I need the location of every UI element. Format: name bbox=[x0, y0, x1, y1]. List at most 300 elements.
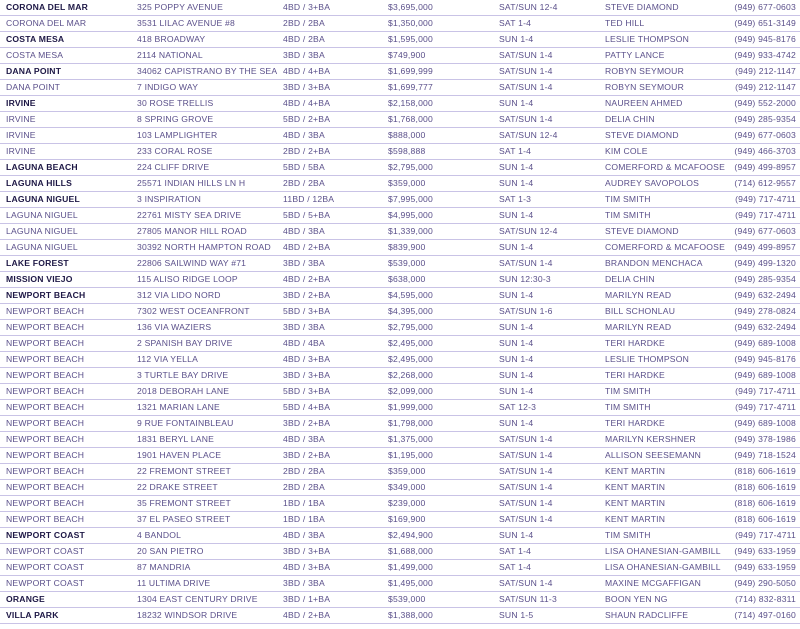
city-cell: NEWPORT BEACH bbox=[6, 482, 85, 492]
address-cell: 3 TURTLE BAY DRIVE bbox=[137, 370, 229, 380]
city-cell: LAGUNA HILLS bbox=[6, 178, 73, 188]
open-house-time-cell: SUN 1-4 bbox=[499, 354, 534, 364]
city-cell: LAKE FOREST bbox=[6, 258, 69, 268]
city-cell: NEWPORT BEACH bbox=[6, 434, 85, 444]
price-cell: $4,395,000 bbox=[388, 306, 434, 316]
address-cell: 30 ROSE TRELLIS bbox=[137, 98, 214, 108]
phone-cell: (818) 606-1619 bbox=[734, 482, 796, 492]
address-cell: 2018 DEBORAH LANE bbox=[137, 386, 230, 396]
bedrooms-baths-cell: 1BD / 1BA bbox=[283, 514, 325, 524]
agent-cell: BOON YEN NG bbox=[605, 594, 668, 604]
address-cell: 1304 EAST CENTURY DRIVE bbox=[137, 594, 258, 604]
agent-cell: STEVE DIAMOND bbox=[605, 2, 679, 12]
open-house-time-cell: SUN 1-4 bbox=[499, 178, 534, 188]
price-cell: $349,000 bbox=[388, 482, 426, 492]
agent-cell: KIM COLE bbox=[605, 146, 648, 156]
address-cell: 233 CORAL ROSE bbox=[137, 146, 213, 156]
phone-cell: (949) 632-2494 bbox=[734, 322, 796, 332]
city-cell: COSTA MESA bbox=[6, 50, 64, 60]
bedrooms-baths-cell: 4BD / 4+BA bbox=[283, 66, 331, 76]
bedrooms-baths-cell: 3BD / 3+BA bbox=[283, 546, 331, 556]
agent-cell: LESLIE THOMPSON bbox=[605, 34, 690, 44]
open-house-time-cell: SAT/SUN 1-4 bbox=[499, 482, 553, 492]
agent-cell: TERI HARDKE bbox=[605, 370, 665, 380]
open-house-time-cell: SAT/SUN 1-4 bbox=[499, 114, 553, 124]
city-cell: ORANGE bbox=[6, 594, 45, 604]
address-cell: 11 ULTIMA DRIVE bbox=[137, 578, 211, 588]
listing-row bbox=[0, 288, 800, 304]
address-cell: 3531 LILAC AVENUE #8 bbox=[137, 18, 235, 28]
open-house-time-cell: SAT/SUN 12-4 bbox=[499, 2, 558, 12]
price-cell: $2,495,000 bbox=[388, 338, 434, 348]
bedrooms-baths-cell: 5BD / 5BA bbox=[283, 162, 325, 172]
address-cell: 325 POPPY AVENUE bbox=[137, 2, 223, 12]
agent-cell: MARILYN KERSHNER bbox=[605, 434, 696, 444]
bedrooms-baths-cell: 3BD / 3BA bbox=[283, 578, 325, 588]
bedrooms-baths-cell: 4BD / 2+BA bbox=[283, 242, 331, 252]
phone-cell: (949) 212-1147 bbox=[735, 82, 796, 92]
phone-cell: (818) 606-1619 bbox=[734, 498, 796, 508]
city-cell: IRVINE bbox=[6, 114, 36, 124]
listing-row bbox=[0, 224, 800, 240]
bedrooms-baths-cell: 3BD / 1+BA bbox=[283, 594, 331, 604]
city-cell: CORONA DEL MAR bbox=[6, 18, 87, 28]
price-cell: $1,195,000 bbox=[388, 450, 434, 460]
address-cell: 9 RUE FONTAINBLEAU bbox=[137, 418, 234, 428]
phone-cell: (949) 945-8176 bbox=[734, 354, 796, 364]
listing-row bbox=[0, 576, 800, 592]
open-house-time-cell: SAT/SUN 12-4 bbox=[499, 226, 558, 236]
listing-row bbox=[0, 400, 800, 416]
city-cell: NEWPORT BEACH bbox=[6, 322, 85, 332]
listing-row bbox=[0, 480, 800, 496]
bedrooms-baths-cell: 4BD / 3BA bbox=[283, 434, 325, 444]
listing-row bbox=[0, 96, 800, 112]
agent-cell: LISA OHANESIAN-GAMBILL bbox=[605, 546, 721, 556]
bedrooms-baths-cell: 2BD / 2BA bbox=[283, 178, 325, 188]
bedrooms-baths-cell: 2BD / 2BA bbox=[283, 18, 325, 28]
price-cell: $1,495,000 bbox=[388, 578, 434, 588]
open-house-time-cell: SUN 1-4 bbox=[499, 210, 534, 220]
address-cell: 7 INDIGO WAY bbox=[137, 82, 199, 92]
agent-cell: MARILYN READ bbox=[605, 290, 672, 300]
price-cell: $1,388,000 bbox=[388, 610, 434, 620]
address-cell: 22761 MISTY SEA DRIVE bbox=[137, 210, 242, 220]
agent-cell: ROBYN SEYMOUR bbox=[605, 82, 684, 92]
phone-cell: (949) 633-1959 bbox=[734, 562, 796, 572]
city-cell: NEWPORT COAST bbox=[6, 578, 85, 588]
phone-cell: (949) 633-1959 bbox=[734, 546, 796, 556]
city-cell: LAGUNA NIGUEL bbox=[6, 194, 80, 204]
address-cell: 25571 INDIAN HILLS LN H bbox=[137, 178, 246, 188]
phone-cell: (949) 677-0603 bbox=[734, 2, 796, 12]
price-cell: $888,000 bbox=[388, 130, 426, 140]
open-house-time-cell: SAT 1-4 bbox=[499, 546, 532, 556]
price-cell: $1,595,000 bbox=[388, 34, 434, 44]
city-cell: LAGUNA NIGUEL bbox=[6, 242, 78, 252]
price-cell: $1,768,000 bbox=[388, 114, 434, 124]
bedrooms-baths-cell: 4BD / 4BA bbox=[283, 338, 325, 348]
city-cell: LAGUNA NIGUEL bbox=[6, 226, 78, 236]
city-cell: VILLA PARK bbox=[6, 610, 59, 620]
address-cell: 136 VIA WAZIERS bbox=[137, 322, 212, 332]
address-cell: 2114 NATIONAL bbox=[137, 50, 203, 60]
bedrooms-baths-cell: 5BD / 4+BA bbox=[283, 402, 331, 412]
phone-cell: (949) 717-4711 bbox=[735, 530, 796, 540]
listing-row bbox=[0, 448, 800, 464]
price-cell: $1,375,000 bbox=[388, 434, 434, 444]
price-cell: $359,000 bbox=[388, 178, 426, 188]
address-cell: 1321 MARIAN LANE bbox=[137, 402, 220, 412]
open-house-time-cell: SAT 1-4 bbox=[499, 146, 532, 156]
city-cell: NEWPORT COAST bbox=[6, 546, 85, 556]
city-cell: NEWPORT COAST bbox=[6, 530, 85, 540]
agent-cell: DELIA CHIN bbox=[605, 114, 655, 124]
open-house-time-cell: SAT/SUN 1-4 bbox=[499, 466, 553, 476]
agent-cell: MAXINE MCGAFFIGAN bbox=[605, 578, 702, 588]
address-cell: 30392 NORTH HAMPTON ROAD bbox=[137, 242, 271, 252]
open-house-time-cell: SUN 1-4 bbox=[499, 242, 534, 252]
price-cell: $638,000 bbox=[388, 274, 426, 284]
price-cell: $239,000 bbox=[388, 498, 426, 508]
agent-cell: TED HILL bbox=[605, 18, 645, 28]
bedrooms-baths-cell: 3BD / 3BA bbox=[283, 322, 325, 332]
bedrooms-baths-cell: 4BD / 3BA bbox=[283, 130, 325, 140]
open-house-time-cell: SUN 1-4 bbox=[499, 34, 534, 44]
city-cell: MISSION VIEJO bbox=[6, 274, 73, 284]
phone-cell: (949) 717-4711 bbox=[735, 210, 796, 220]
city-cell: LAGUNA NIGUEL bbox=[6, 210, 78, 220]
city-cell: NEWPORT BEACH bbox=[6, 418, 85, 428]
address-cell: 18232 WINDSOR DRIVE bbox=[137, 610, 238, 620]
price-cell: $4,595,000 bbox=[388, 290, 434, 300]
address-cell: 4 BANDOL bbox=[137, 530, 182, 540]
open-house-time-cell: SAT/SUN 1-4 bbox=[499, 498, 553, 508]
phone-cell: (949) 717-4711 bbox=[735, 402, 796, 412]
price-cell: $598,888 bbox=[388, 146, 426, 156]
address-cell: 418 BROADWAY bbox=[137, 34, 206, 44]
bedrooms-baths-cell: 2BD / 2+BA bbox=[283, 146, 331, 156]
city-cell: IRVINE bbox=[6, 130, 36, 140]
city-cell: NEWPORT BEACH bbox=[6, 514, 85, 524]
open-house-time-cell: SUN 1-4 bbox=[499, 338, 534, 348]
city-cell: COSTA MESA bbox=[6, 34, 65, 44]
phone-cell: (949) 933-4742 bbox=[734, 50, 796, 60]
city-cell: NEWPORT BEACH bbox=[6, 402, 85, 412]
open-house-time-cell: SAT/SUN 1-4 bbox=[499, 434, 553, 444]
address-cell: 103 LAMPLIGHTER bbox=[137, 130, 218, 140]
city-cell: NEWPORT COAST bbox=[6, 562, 85, 572]
city-cell: NEWPORT BEACH bbox=[6, 450, 85, 460]
bedrooms-baths-cell: 4BD / 2BA bbox=[283, 34, 325, 44]
price-cell: $169,900 bbox=[388, 514, 426, 524]
bedrooms-baths-cell: 1BD / 1BA bbox=[283, 498, 325, 508]
open-house-time-cell: SAT 1-4 bbox=[499, 18, 532, 28]
bedrooms-baths-cell: 3BD / 2+BA bbox=[283, 290, 331, 300]
agent-cell: PATTY LANCE bbox=[605, 50, 665, 60]
phone-cell: (949) 689-1008 bbox=[734, 338, 796, 348]
listing-row bbox=[0, 528, 800, 544]
listing-row bbox=[0, 416, 800, 432]
agent-cell: KENT MARTIN bbox=[605, 498, 666, 508]
phone-cell: (949) 718-1524 bbox=[734, 450, 796, 460]
listing-row bbox=[0, 320, 800, 336]
address-cell: 2 SPANISH BAY DRIVE bbox=[137, 338, 233, 348]
bedrooms-baths-cell: 3BD / 2+BA bbox=[283, 418, 331, 428]
price-cell: $359,000 bbox=[388, 466, 426, 476]
bedrooms-baths-cell: 3BD / 3BA bbox=[283, 258, 325, 268]
open-house-time-cell: SUN 1-4 bbox=[499, 322, 534, 332]
agent-cell: LISA OHANESIAN-GAMBILL bbox=[605, 562, 721, 572]
bedrooms-baths-cell: 5BD / 3+BA bbox=[283, 386, 331, 396]
price-cell: $749,900 bbox=[388, 50, 426, 60]
agent-cell: NAUREEN AHMED bbox=[605, 98, 683, 108]
open-house-time-cell: SAT/SUN 12-4 bbox=[499, 130, 558, 140]
price-cell: $1,999,000 bbox=[388, 402, 434, 412]
listing-row bbox=[0, 208, 800, 224]
listing-row bbox=[0, 16, 800, 32]
agent-cell: ALLISON SEESEMANN bbox=[605, 450, 702, 460]
phone-cell: (949) 499-8957 bbox=[734, 162, 796, 172]
city-cell: NEWPORT BEACH bbox=[6, 386, 85, 396]
bedrooms-baths-cell: 3BD / 2+BA bbox=[283, 450, 331, 460]
listing-row bbox=[0, 0, 800, 16]
listing-row bbox=[0, 256, 800, 272]
agent-cell: ROBYN SEYMOUR bbox=[605, 66, 684, 76]
open-house-time-cell: SAT/SUN 1-4 bbox=[499, 82, 553, 92]
open-house-time-cell: SAT 12-3 bbox=[499, 402, 537, 412]
bedrooms-baths-cell: 4BD / 4+BA bbox=[283, 98, 331, 108]
listing-row bbox=[0, 560, 800, 576]
price-cell: $1,499,000 bbox=[388, 562, 434, 572]
address-cell: 1901 HAVEN PLACE bbox=[137, 450, 222, 460]
city-cell: NEWPORT BEACH bbox=[6, 498, 85, 508]
agent-cell: COMERFORD & MCAFOOSE bbox=[605, 162, 726, 172]
agent-cell: TIM SMITH bbox=[605, 402, 651, 412]
agent-cell: LESLIE THOMPSON bbox=[605, 354, 690, 364]
open-house-time-cell: SAT/SUN 1-4 bbox=[499, 578, 553, 588]
listing-row bbox=[0, 608, 800, 624]
phone-cell: (949) 378-1986 bbox=[734, 434, 796, 444]
city-cell: IRVINE bbox=[6, 146, 36, 156]
bedrooms-baths-cell: 4BD / 2+BA bbox=[283, 274, 331, 284]
phone-cell: (949) 290-5050 bbox=[734, 578, 796, 588]
bedrooms-baths-cell: 4BD / 3BA bbox=[283, 226, 325, 236]
open-house-time-cell: SUN 1-4 bbox=[499, 418, 534, 428]
address-cell: 87 MANDRIA bbox=[137, 562, 191, 572]
open-house-time-cell: SUN 1-4 bbox=[499, 290, 534, 300]
agent-cell: KENT MARTIN bbox=[605, 466, 666, 476]
listing-row bbox=[0, 592, 800, 608]
price-cell: $1,699,999 bbox=[388, 66, 434, 76]
price-cell: $4,995,000 bbox=[388, 210, 434, 220]
open-house-time-cell: SUN 1-4 bbox=[499, 386, 534, 396]
phone-cell: (949) 689-1008 bbox=[734, 418, 796, 428]
agent-cell: DELIA CHIN bbox=[605, 274, 655, 284]
bedrooms-baths-cell: 5BD / 5+BA bbox=[283, 210, 331, 220]
phone-cell: (949) 717-4711 bbox=[735, 386, 796, 396]
city-cell: CORONA DEL MAR bbox=[6, 2, 89, 12]
city-cell: LAGUNA BEACH bbox=[6, 162, 78, 172]
price-cell: $2,099,000 bbox=[388, 386, 434, 396]
listing-row bbox=[0, 144, 800, 160]
address-cell: 22 DRAKE STREET bbox=[137, 482, 218, 492]
phone-cell: (949) 285-9354 bbox=[734, 114, 796, 124]
listing-row bbox=[0, 192, 800, 208]
listing-row bbox=[0, 512, 800, 528]
phone-cell: (818) 606-1619 bbox=[734, 514, 796, 524]
open-house-time-cell: SAT/SUN 1-4 bbox=[499, 514, 553, 524]
price-cell: $1,350,000 bbox=[388, 18, 434, 28]
city-cell: NEWPORT BEACH bbox=[6, 466, 85, 476]
listing-row bbox=[0, 112, 800, 128]
agent-cell: STEVE DIAMOND bbox=[605, 130, 679, 140]
address-cell: 1831 BERYL LANE bbox=[137, 434, 215, 444]
price-cell: $1,339,000 bbox=[388, 226, 434, 236]
listing-row bbox=[0, 240, 800, 256]
address-cell: 34062 CAPISTRANO BY THE SEA bbox=[137, 66, 278, 76]
phone-cell: (818) 606-1619 bbox=[734, 466, 796, 476]
agent-cell: TIM SMITH bbox=[605, 530, 651, 540]
city-cell: NEWPORT BEACH bbox=[6, 354, 85, 364]
agent-cell: COMERFORD & MCAFOOSE bbox=[605, 242, 726, 252]
listing-row bbox=[0, 336, 800, 352]
bedrooms-baths-cell: 11BD / 12BA bbox=[283, 194, 335, 204]
open-house-time-cell: SUN 1-4 bbox=[499, 530, 534, 540]
address-cell: 35 FREMONT STREET bbox=[137, 498, 231, 508]
city-cell: NEWPORT BEACH bbox=[6, 306, 85, 316]
open-house-time-cell: SUN 1-4 bbox=[499, 370, 534, 380]
price-cell: $1,699,777 bbox=[388, 82, 434, 92]
bedrooms-baths-cell: 4BD / 3+BA bbox=[283, 562, 331, 572]
open-house-time-cell: SUN 1-4 bbox=[499, 162, 534, 172]
listing-row bbox=[0, 432, 800, 448]
listing-row bbox=[0, 544, 800, 560]
phone-cell: (949) 278-0824 bbox=[734, 306, 796, 316]
address-cell: 115 ALISO RIDGE LOOP bbox=[137, 274, 238, 284]
agent-cell: KENT MARTIN bbox=[605, 514, 666, 524]
agent-cell: KENT MARTIN bbox=[605, 482, 666, 492]
bedrooms-baths-cell: 4BD / 3+BA bbox=[283, 354, 331, 364]
open-house-time-cell: SAT/SUN 1-4 bbox=[499, 258, 553, 268]
open-house-time-cell: SAT 1-3 bbox=[499, 194, 532, 204]
listing-row bbox=[0, 176, 800, 192]
open-house-time-cell: SAT/SUN 1-4 bbox=[499, 50, 553, 60]
price-cell: $1,798,000 bbox=[388, 418, 434, 428]
phone-cell: (714) 612-9557 bbox=[734, 178, 796, 188]
listing-row bbox=[0, 80, 800, 96]
address-cell: 312 VIA LIDO NORD bbox=[137, 290, 221, 300]
address-cell: 112 VIA YELLA bbox=[137, 354, 199, 364]
city-cell: NEWPORT BEACH bbox=[6, 290, 86, 300]
bedrooms-baths-cell: 4BD / 3BA bbox=[283, 530, 325, 540]
phone-cell: (949) 651-3149 bbox=[734, 18, 796, 28]
listing-row bbox=[0, 64, 800, 80]
open-house-time-cell: SAT/SUN 1-6 bbox=[499, 306, 553, 316]
phone-cell: (949) 466-3703 bbox=[734, 146, 796, 156]
city-cell: NEWPORT BEACH bbox=[6, 370, 85, 380]
bedrooms-baths-cell: 4BD / 3+BA bbox=[283, 2, 331, 12]
open-house-time-cell: SAT/SUN 1-4 bbox=[499, 450, 553, 460]
phone-cell: (949) 717-4711 bbox=[735, 194, 796, 204]
listing-row bbox=[0, 272, 800, 288]
price-cell: $2,795,000 bbox=[388, 162, 434, 172]
price-cell: $7,995,000 bbox=[388, 194, 434, 204]
agent-cell: TIM SMITH bbox=[605, 210, 651, 220]
agent-cell: TERI HARDKE bbox=[605, 338, 665, 348]
listing-row bbox=[0, 368, 800, 384]
bedrooms-baths-cell: 3BD / 3+BA bbox=[283, 82, 331, 92]
phone-cell: (949) 677-0603 bbox=[734, 226, 796, 236]
agent-cell: BRANDON MENCHACA bbox=[605, 258, 703, 268]
bedrooms-baths-cell: 4BD / 2+BA bbox=[283, 610, 331, 620]
listing-row bbox=[0, 384, 800, 400]
phone-cell: (949) 945-8176 bbox=[734, 34, 796, 44]
agent-cell: SHAUN RADCLIFFE bbox=[605, 610, 689, 620]
address-cell: 3 INSPIRATION bbox=[137, 194, 202, 204]
address-cell: 7302 WEST OCEANFRONT bbox=[137, 306, 250, 316]
phone-cell: (949) 212-1147 bbox=[735, 66, 796, 76]
agent-cell: TIM SMITH bbox=[605, 386, 651, 396]
phone-cell: (949) 689-1008 bbox=[734, 370, 796, 380]
bedrooms-baths-cell: 3BD / 3BA bbox=[283, 50, 325, 60]
bedrooms-baths-cell: 5BD / 3+BA bbox=[283, 306, 331, 316]
bedrooms-baths-cell: 2BD / 2BA bbox=[283, 466, 325, 476]
bedrooms-baths-cell: 5BD / 2+BA bbox=[283, 114, 331, 124]
address-cell: 20 SAN PIETRO bbox=[137, 546, 204, 556]
address-cell: 22 FREMONT STREET bbox=[137, 466, 231, 476]
address-cell: 8 SPRING GROVE bbox=[137, 114, 214, 124]
open-house-time-cell: SUN 1-4 bbox=[499, 98, 534, 108]
phone-cell: (949) 499-1320 bbox=[734, 258, 796, 268]
listing-row bbox=[0, 496, 800, 512]
listing-row bbox=[0, 304, 800, 320]
open-house-time-cell: SAT 1-4 bbox=[499, 562, 532, 572]
phone-cell: (714) 497-0160 bbox=[734, 610, 796, 620]
phone-cell: (714) 832-8311 bbox=[735, 594, 796, 604]
city-cell: DANA POINT bbox=[6, 66, 62, 76]
city-cell: DANA POINT bbox=[6, 82, 61, 92]
listing-row bbox=[0, 464, 800, 480]
bedrooms-baths-cell: 3BD / 3+BA bbox=[283, 370, 331, 380]
price-cell: $839,900 bbox=[388, 242, 426, 252]
address-cell: 22806 SAILWIND WAY #71 bbox=[137, 258, 247, 268]
listing-row bbox=[0, 352, 800, 368]
listing-row bbox=[0, 48, 800, 64]
price-cell: $539,000 bbox=[388, 258, 426, 268]
agent-cell: BILL SCHONLAU bbox=[605, 306, 676, 316]
agent-cell: TIM SMITH bbox=[605, 194, 651, 204]
phone-cell: (949) 552-2000 bbox=[734, 98, 796, 108]
phone-cell: (949) 632-2494 bbox=[734, 290, 796, 300]
address-cell: 37 EL PASEO STREET bbox=[137, 514, 231, 524]
address-cell: 224 CLIFF DRIVE bbox=[137, 162, 210, 172]
agent-cell: STEVE DIAMOND bbox=[605, 226, 679, 236]
price-cell: $2,494,900 bbox=[388, 530, 434, 540]
agent-cell: TERI HARDKE bbox=[605, 418, 665, 428]
open-house-time-cell: SAT/SUN 1-4 bbox=[499, 66, 553, 76]
open-house-time-cell: SAT/SUN 11-3 bbox=[499, 594, 557, 604]
listing-row bbox=[0, 128, 800, 144]
price-cell: $2,268,000 bbox=[388, 370, 434, 380]
listing-row bbox=[0, 32, 800, 48]
open-house-time-cell: SUN 1-5 bbox=[499, 610, 534, 620]
price-cell: $2,795,000 bbox=[388, 322, 434, 332]
phone-cell: (949) 285-9354 bbox=[734, 274, 796, 284]
price-cell: $539,000 bbox=[388, 594, 426, 604]
agent-cell: MARILYN READ bbox=[605, 322, 672, 332]
price-cell: $3,695,000 bbox=[388, 2, 434, 12]
